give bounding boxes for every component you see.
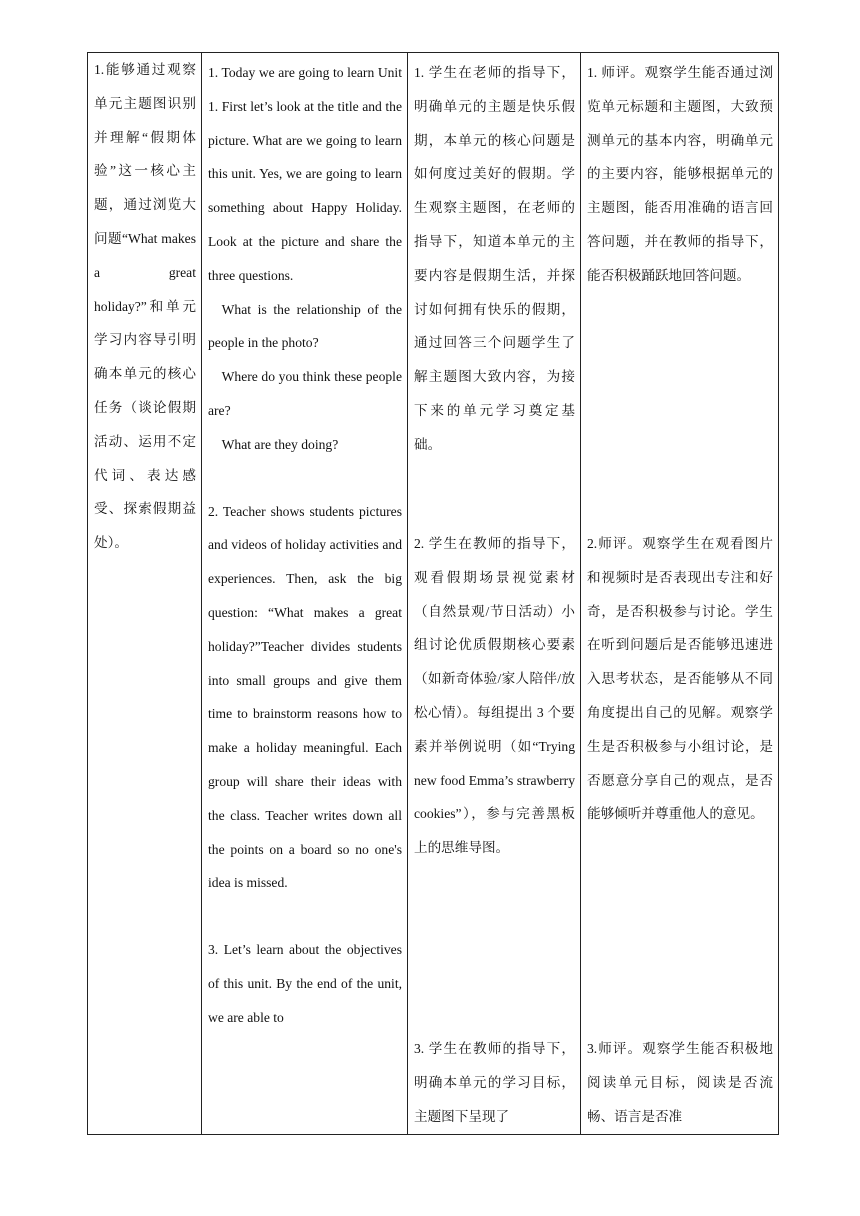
evaluation-step-1: 1. 师评。观察学生能否通过浏览单元标题和主题图，大致预测单元的基本内容，明确单元的主要内容，能够根据单元的主题图，能否用准确的语言回答问题，并在教师的指导下，能否积极踊跃地回答问题。 [587, 65, 773, 283]
teacher-step-1 [208, 56, 402, 462]
teacher-step-1-intro: 1. Today we are going to learn Unit 1. First let’s look at the title and the picture. What are we going to learn this unit. Yes, we are going to learn something about Happy Holiday. Look at the picture and share the three questions. [208, 65, 402, 283]
evaluation-cell [581, 53, 779, 1135]
teacher-step-1-question-1: What is the relationship of the people in the photo? [208, 301, 402, 351]
lesson-plan-table [87, 52, 779, 1135]
student-step-3: 3. 学生在教师的指导下，明确本单元的学习目标，主题图下呈现了 [414, 1041, 575, 1124]
table-row [88, 53, 779, 1135]
evaluation-step-3: 3.师评。观察学生能否积极地阅读单元目标，阅读是否流畅、语言是否准 [587, 1041, 773, 1124]
objective-cell [88, 53, 202, 1135]
teacher-activity-cell [202, 53, 408, 1135]
teacher-step-1-question-2: Where do you think these people are? [208, 369, 402, 418]
teacher-step-3: 3. Let’s learn about the objectives of this unit. By the end of the unit, we are able to [208, 942, 402, 1025]
student-activity-cell [408, 53, 581, 1135]
teacher-step-2: 2. Teacher shows students pictures and videos of holiday activities and experiences. Then, ask the big question: “What makes a great holiday?”Teacher divides students into small groups and give them time to brainstorm reasons how to make a holiday meaningful. Each group will share their ideas with the class. Teacher writes down all the points on a board so no one's idea is missed. [208, 503, 402, 891]
evaluation-step-2: 2.师评。观察学生在观看图片和视频时是否表现出专注和好奇，是否积极参与讨论。学生在听到问题后是否能够迅速进入思考状态，是否能够从不同角度提出自己的见解。观察学生是否积极参与小组讨论，是否愿意分享自己的观点，是否能够倾听并尊重他人的意见。 [587, 536, 773, 822]
student-step-2: 2. 学生在教师的指导下，观看假期场景视觉素材（自然景观/节日活动）小组讨论优质假期核心要素（如新奇体验/家人陪伴/放松心情）。每组提出 3 个要素并举例说明（如“Trying new food Emma’s strawberry cookies”），参与完善黑板上的思维导图。 [414, 536, 575, 856]
objective-text: 1.能够通过观察单元主题图识别并理解“假期体验”这一核心主题，通过浏览大问题“What makes a great holiday?”和单元学习内容导引明确本单元的核心任务（谈论假期活动、运用不定代词、表达感受、探索假期益处）。 [94, 62, 196, 551]
student-step-1: 1. 学生在老师的指导下，明确单元的主题是快乐假期，本单元的核心问题是如何度过美好的假期。学生观察主题图，在老师的指导下，知道本单元的主要内容是假期生活，并探讨如何拥有快乐的假期，通过回答三个问题学生了解主题图大致内容，为接下来的单元学习奠定基础。 [414, 65, 575, 452]
teacher-step-1-question-3: What are they doing? [221, 436, 339, 452]
